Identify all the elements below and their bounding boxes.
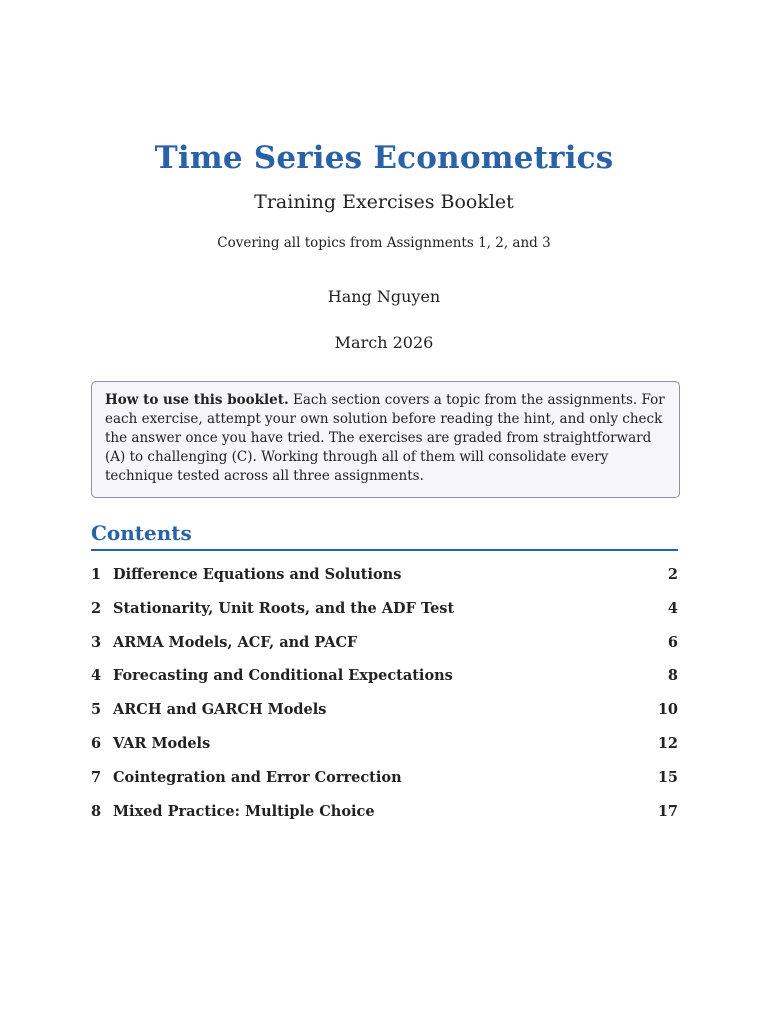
- document-title: Time Series Econometrics: [154, 140, 614, 176]
- toc-item-number: 2: [91, 599, 102, 617]
- toc-item-arch-garch[interactable]: [91, 701, 678, 735]
- toc-item-page: 2: [667, 566, 678, 583]
- toc-item-page: 4: [667, 599, 678, 617]
- toc-item-number: 1: [91, 566, 102, 583]
- how-to-use-text: Each section covers a topic from the assignments. For each exercise, attempt your own solution before reading the hint, and only check the answer once you have tried. The exercises are graded from straightforward (A) to challenging (C). Working through all of them will consolidate every technique tested across all three assignments.: [105, 392, 665, 484]
- toc-item-mixed-practice[interactable]: [91, 803, 678, 837]
- toc-item-number: 4: [91, 667, 102, 685]
- toc-item-label: ARCH and GARCH Models: [113, 701, 327, 719]
- toc-item-forecasting[interactable]: [91, 667, 678, 701]
- author-name: Hang Nguyen: [327, 287, 441, 306]
- toc-item-page: 15: [657, 768, 678, 786]
- document-date: March 2026: [334, 333, 434, 352]
- toc-item-stationarity[interactable]: [91, 600, 678, 634]
- toc-item-label: Mixed Practice: Multiple Choice: [113, 802, 375, 820]
- contents-heading: Contents: [91, 521, 192, 545]
- toc-item-label: ARMA Models, ACF, and PACF: [113, 633, 358, 651]
- toc-item-label: Cointegration and Error Correction: [113, 768, 402, 786]
- table-of-contents: [91, 566, 678, 836]
- toc-item-cointegration[interactable]: [91, 769, 678, 803]
- contents-rule: [91, 549, 678, 551]
- toc-item-var[interactable]: [91, 735, 678, 769]
- toc-item-label: Stationarity, Unit Roots, and the ADF Test: [113, 599, 455, 617]
- toc-item-number: 7: [91, 768, 102, 786]
- toc-item-label: Difference Equations and Solutions: [113, 566, 402, 583]
- how-to-use-lead: How to use this booklet.: [105, 392, 289, 408]
- toc-item-page: 6: [667, 633, 678, 651]
- toc-item-number: 6: [91, 734, 102, 752]
- how-to-use-box: [91, 381, 680, 498]
- toc-item-page: 17: [657, 802, 678, 820]
- toc-item-label: Forecasting and Conditional Expectations: [113, 667, 453, 685]
- toc-item-page: 10: [657, 701, 678, 719]
- toc-item-number: 3: [91, 633, 102, 651]
- toc-item-number: 5: [91, 701, 102, 719]
- toc-item-page: 8: [667, 667, 678, 685]
- toc-item-label: VAR Models: [113, 734, 211, 752]
- toc-item-page: 12: [657, 734, 678, 752]
- document-subtitle: Training Exercises Booklet: [254, 191, 514, 213]
- coverage-note: Covering all topics from Assignments 1, 2, and 3: [217, 235, 551, 251]
- toc-item-number: 8: [91, 802, 102, 820]
- toc-item-difference-equations[interactable]: [91, 566, 678, 600]
- toc-item-arma[interactable]: [91, 634, 678, 668]
